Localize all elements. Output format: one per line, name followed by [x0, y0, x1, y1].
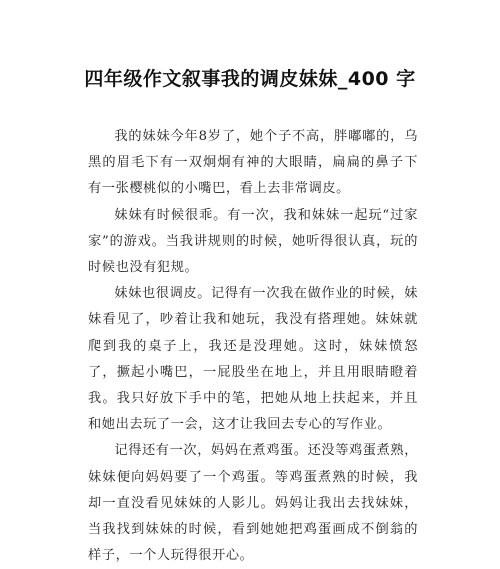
paragraph-1: 我的妹妹今年8岁了，她个子不高，胖嘟嘟的，乌黑的眉毛下有一双炯炯有神的大眼睛，扁扁的鼻子下有一张樱桃似的小嘴巴，看上去非常调皮。	[88, 129, 418, 197]
paragraph-4: 记得还有一次，妈妈在煮鸡蛋。还没等鸡蛋煮熟，妹妹便向妈妈要了一个鸡蛋。等鸡蛋煮熟的时候，我却一直没看见妹妹的人影儿。妈妈让我出去找妹妹，当我找到妹妹的时候，看到她她把鸡蛋画成不倒翁的样子，一个人玩得很开心。	[88, 443, 418, 564]
article-body	[88, 124, 418, 569]
article-title: 四年级作文叙事我的调皮妹妹_400 字	[84, 68, 416, 90]
paragraph-3: 妹妹也很调皮。记得有一次我在做作业的时候，妹妹看见了，吵着让我和她玩，我没有搭理她。妹妹就爬到我的桌子上，我还是没理她。这时，妹妹愤怒了，撅起小嘴巴，一屁股坐在地上，并且用眼睛瞪着我。我只好放下手中的笔，把她从地上扶起来，并且和她出去玩了一会，这才让我回去专心的写作业。	[88, 286, 418, 433]
paragraph-2: 妹妹有时候很乖。有一次，我和妹妹一起玩“过家家”的游戏。当我讲规则的时候，她听得很认真，玩的时候也没有犯规。	[88, 207, 418, 276]
